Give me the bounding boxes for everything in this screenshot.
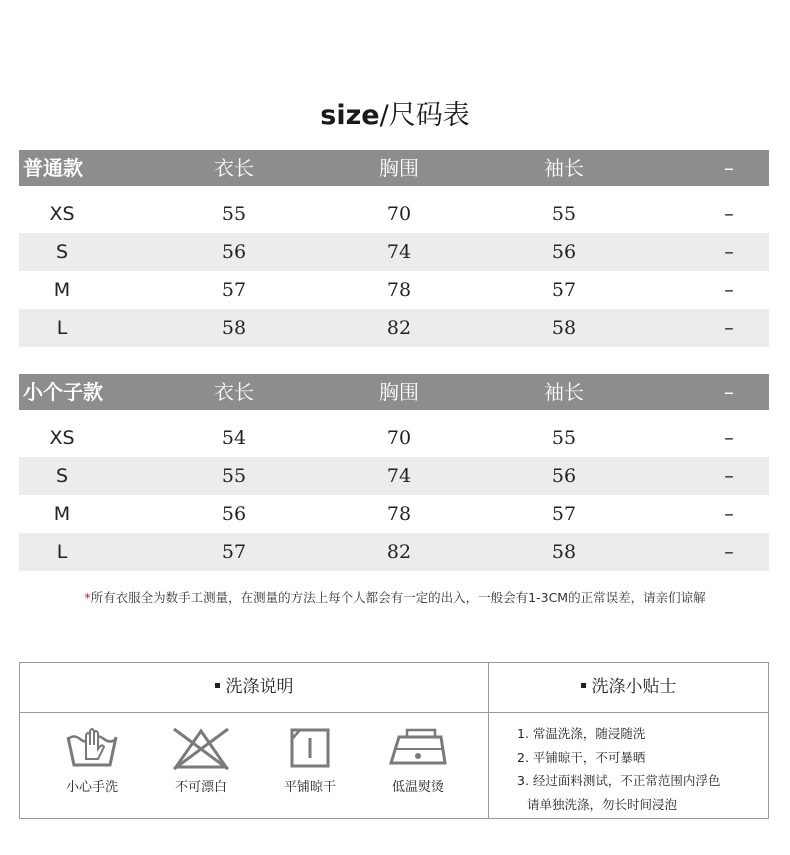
no-bleach-icon: [170, 725, 232, 771]
extra-cell: –: [724, 203, 734, 225]
chest-cell: 82: [386, 317, 412, 339]
size-cell: M: [53, 279, 71, 301]
extra-cell: –: [724, 427, 734, 449]
length-cell: 56: [221, 241, 247, 263]
header-fit: 小个子款: [23, 380, 103, 404]
table-row: [19, 419, 769, 457]
header-chest: 胸围: [379, 156, 419, 180]
sleeve-cell: 58: [551, 317, 577, 339]
length-cell: 54: [221, 427, 247, 449]
size-cell: XS: [49, 203, 75, 225]
washing-instructions-title: 洗涤说明: [225, 677, 294, 697]
table-row: [19, 271, 769, 309]
table-row: [19, 457, 769, 495]
header-length: 衣长: [214, 380, 254, 404]
care-item-dry-flat: [260, 725, 360, 797]
header-sleeve: 袖长: [544, 380, 584, 404]
header-sleeve: 袖长: [544, 156, 584, 180]
sleeve-cell: 57: [551, 279, 577, 301]
chest-cell: 82: [386, 541, 412, 563]
care-label: 小心手洗: [65, 780, 118, 795]
size-cell: L: [56, 317, 68, 339]
care-item-low-iron: [368, 725, 468, 797]
note-asterisk: *: [84, 590, 91, 605]
length-cell: 57: [221, 279, 247, 301]
extra-cell: –: [724, 541, 734, 563]
size-cell: S: [55, 241, 69, 263]
washing-instructions-heading: [20, 663, 488, 712]
bullet-square-icon: [581, 683, 586, 688]
extra-cell: –: [724, 279, 734, 301]
extra-cell: –: [724, 241, 734, 263]
size-table-petite: [19, 374, 769, 571]
table-row: [19, 309, 769, 347]
hand-wash-icon: [64, 725, 120, 771]
page-title: [0, 96, 790, 136]
measurement-note: [0, 588, 790, 608]
table-row: [19, 195, 769, 233]
sleeve-cell: 58: [551, 541, 577, 563]
list-item: 3. 经过面料测试，不正常范围内浮色: [517, 773, 721, 788]
washing-tips-list: [517, 722, 720, 816]
note-text: 所有衣服全为数手工测量，在测量的方法上每个人都会有一定的出入，一般会有1-3CM的正常误差，请亲们谅解: [90, 590, 706, 605]
care-label: 不可漂白: [174, 780, 227, 795]
care-label: 低温熨烫: [391, 780, 444, 795]
table-row: [19, 533, 769, 571]
table-row: [19, 495, 769, 533]
horizontal-divider: [20, 712, 768, 713]
length-cell: 56: [221, 503, 247, 525]
title-separator: /: [379, 100, 389, 131]
chest-cell: 70: [386, 203, 412, 225]
sleeve-cell: 55: [551, 203, 577, 225]
table-header: [19, 374, 769, 410]
chest-cell: 78: [386, 503, 412, 525]
length-cell: 57: [221, 541, 247, 563]
length-cell: 58: [221, 317, 247, 339]
extra-cell: –: [724, 317, 734, 339]
chest-cell: 70: [386, 427, 412, 449]
list-item: 请单独洗涤，勿长时间浸泡: [527, 796, 678, 812]
care-item-hand-wash: [42, 725, 142, 797]
table-header: [19, 150, 769, 186]
size-cell: S: [55, 465, 69, 487]
sleeve-cell: 56: [551, 465, 577, 487]
list-item: 2. 平铺晾干，不可暴晒: [517, 749, 646, 765]
care-label: 平铺晾干: [283, 780, 336, 795]
washing-tips-title: 洗涤小贴士: [591, 677, 677, 697]
care-item-no-bleach: [151, 725, 251, 797]
sleeve-cell: 55: [551, 427, 577, 449]
size-table-regular: [19, 150, 769, 347]
size-cell: XS: [49, 427, 75, 449]
sleeve-cell: 57: [551, 503, 577, 525]
size-cell: M: [53, 503, 71, 525]
chest-cell: 78: [386, 279, 412, 301]
low-iron-icon: [385, 725, 451, 771]
header-fit: 普通款: [23, 156, 83, 180]
sleeve-cell: 56: [551, 241, 577, 263]
header-length: 衣长: [214, 156, 254, 180]
chest-cell: 74: [386, 465, 412, 487]
extra-cell: –: [724, 503, 734, 525]
bullet-square-icon: [215, 683, 220, 688]
chest-cell: 74: [386, 241, 412, 263]
dry-flat-icon: [287, 725, 333, 771]
title-cn: 尺码表: [388, 100, 470, 131]
table-row: [19, 233, 769, 271]
length-cell: 55: [221, 203, 247, 225]
header-chest: 胸围: [379, 380, 419, 404]
washing-tips-heading: [489, 663, 768, 712]
size-cell: L: [56, 541, 68, 563]
length-cell: 55: [221, 465, 247, 487]
title-en: size: [320, 100, 380, 131]
list-item: 1. 常温洗涤，随浸随洗: [517, 726, 646, 741]
header-extra: –: [724, 156, 734, 180]
header-extra: –: [724, 380, 734, 404]
extra-cell: –: [724, 465, 734, 487]
